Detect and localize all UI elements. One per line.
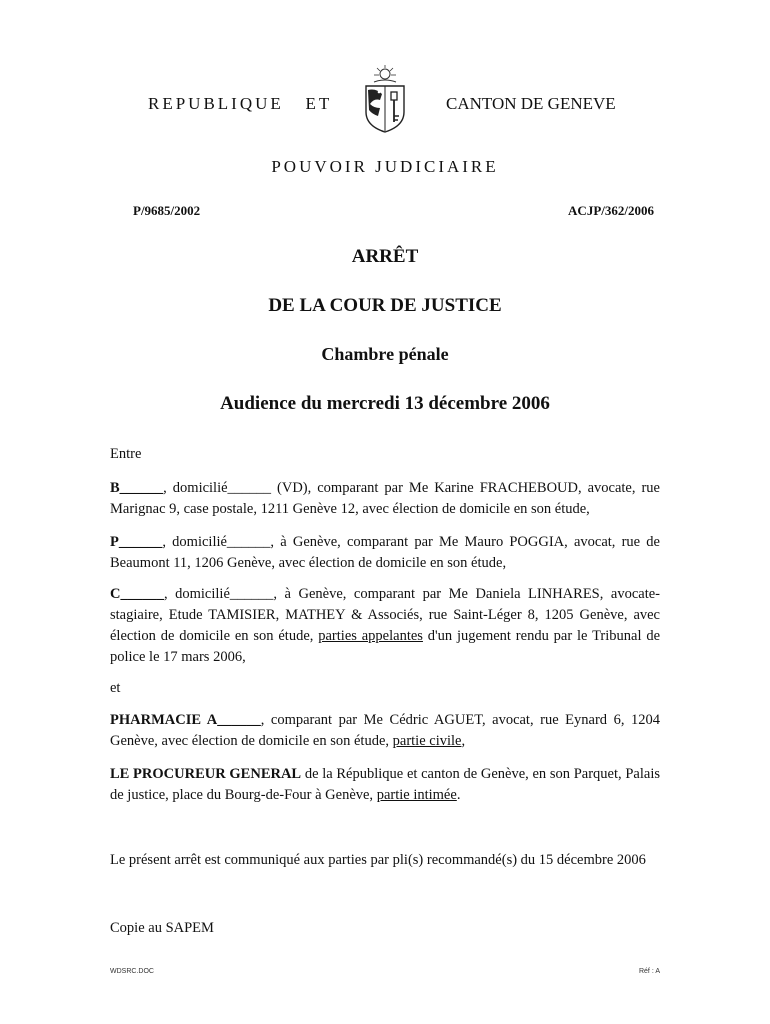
title-chambre: Chambre pénale: [321, 344, 449, 364]
decision-reference: ACJP/362/2006: [568, 203, 654, 218]
party-c-paragraph: C______, domicilié______, à Genève, comparant par Me Daniela LINHARES, avocate-stagiaire, Etude TAMISIER, MATHEY & Associés, rue Saint-Léger 8, 1205 Genève, avec élection de domicile en son étude, parties appelantes d'un jugement rendu par le Tribunal de police le 17 mars 2006,: [110, 586, 661, 665]
entre-label: Entre: [110, 446, 142, 462]
party-p-name: P______: [110, 534, 163, 550]
pharmacie-name: PHARMACIE A______: [110, 712, 261, 728]
title-arret: ARRÊT: [351, 246, 419, 267]
footer-filename: WDSRC.DOC: [110, 968, 154, 975]
party-p-paragraph: P______, domicilié______, à Genève, comparant par Me Mauro POGGIA, avocat, rue de Beaumont 11, 1206 Genève, avec élection de domicile en son étude,: [110, 534, 660, 571]
party-b-paragraph: B______, domicilié______ (VD), comparant par Me Karine FRACHEBOUD, avocate, rue Marignac 9, case postale, 1211 Genève 12, avec élection de domicile en son étude,: [110, 480, 660, 517]
partie-intimee: partie intimée: [376, 787, 457, 803]
title-cour: DE LA COUR DE JUSTICE: [268, 295, 502, 316]
parties-appelantes: parties appelantes: [318, 628, 423, 644]
case-reference: P/9685/2002: [133, 203, 201, 218]
footer-reference: Réf : A: [638, 968, 660, 975]
procureur-name: LE PROCUREUR GENERAL: [110, 766, 302, 782]
party-b-name: B______: [110, 480, 164, 496]
pharmacie-paragraph: PHARMACIE A______, comparant par Me Cédric AGUET, avocat, rue Eynard 6, 1204 Genève, avec élection de domicile en son étude, partie civile,: [110, 712, 660, 749]
header-canton: CANTON DE GENEVE: [446, 94, 616, 113]
et-label: et: [110, 680, 121, 696]
geneva-coat-of-arms-icon: [360, 64, 410, 136]
header-pouvoir-judiciaire: POUVOIR JUDICIAIRE: [271, 157, 499, 176]
procureur-paragraph: LE PROCUREUR GENERAL de la République et canton de Genève, en son Parquet, Palais de justice, place du Bourg-de-Four à Genève, partie intimée.: [110, 766, 660, 803]
party-c-name: C______: [110, 586, 164, 602]
header-republique: REPUBLIQUE ET: [148, 94, 333, 113]
partie-civile: partie civile: [392, 733, 462, 749]
communication-paragraph: Le présent arrêt est communiqué aux parties par pli(s) recommandé(s) du 15 décembre 2006: [110, 852, 646, 868]
title-audience: Audience du mercredi 13 décembre 2006: [220, 393, 550, 414]
copie-sapem: Copie au SAPEM: [110, 920, 214, 936]
